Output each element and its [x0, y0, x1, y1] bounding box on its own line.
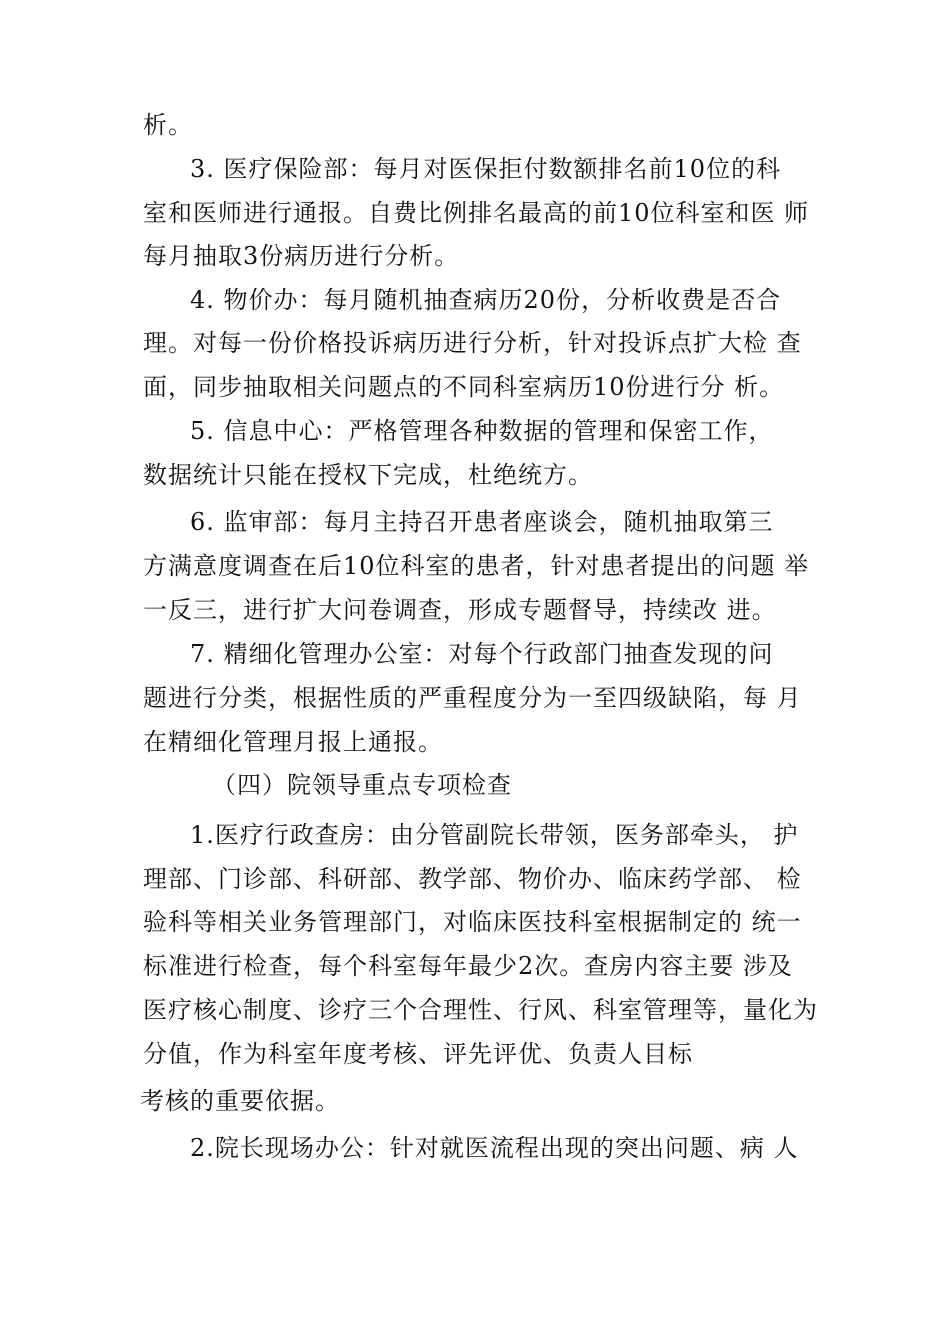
item-6-line-2: 方满意度调查在后10位科室的患者，针对患者提出的问题 举 [143, 552, 810, 580]
text-line-1: 析。 [143, 111, 193, 139]
item-5-line-2: 数据统计只能在授权下完成，杜绝统方。 [143, 461, 593, 489]
item-7-line-3: 在精细化管理月报上通报。 [143, 728, 443, 756]
item-4-line-1: 4. 物价办：每月随机抽查病历20份，分析收费是否合 [190, 286, 782, 314]
section-item-2-line-1: 2.院长现场办公：针对就医流程出现的突出问题、病 人 [190, 1134, 799, 1162]
item-5-line-1: 5. 信息中心：严格管理各种数据的管理和保密工作， [190, 417, 774, 445]
item-7-line-1: 7. 精细化管理办公室：对每个行政部门抽查发现的问 [190, 640, 774, 668]
section-item-1-line-1: 1.医疗行政查房：由分管副院长带领，医务部牵头， 护 [190, 821, 799, 849]
item-3-line-3: 每月抽取3份病历进行分析。 [143, 242, 460, 270]
section-item-1-line-2: 理部、门诊部、科研部、教学部、物价办、临床药学部、 检 [143, 865, 802, 893]
section-item-1-line-4: 标准进行检查，每个科室每年最少2次。查房内容主要 涉及 [143, 952, 793, 980]
section-item-1-line-6: 分值，作为科室年度考核、评先评优、负责人目标 [143, 1040, 693, 1068]
item-3-line-1: 3. 医疗保险部：每月对医保拒付数额排名前10位的科 [190, 155, 782, 183]
item-6-line-3: 一反三，进行扩大问卷调查，形成专题督导，持续改 进。 [143, 596, 777, 624]
section-item-1-line-5: 医疗核心制度、诊疗三个合理性、行风、科室管理等，量化为 [143, 996, 818, 1024]
section-item-1-line-3: 验科等相关业务管理部门，对临床医技科室根据制定的 统一 [143, 908, 802, 936]
section-item-1-line-7: 考核的重要依据。 [140, 1087, 340, 1115]
item-7-line-2: 题进行分类，根据性质的严重程度分为一至四级缺陷，每 月 [143, 684, 802, 712]
item-3-line-2: 室和医师进行通报。自费比例排名最高的前10位科室和医 师 [143, 199, 810, 227]
item-6-line-1: 6. 监审部：每月主持召开患者座谈会，随机抽取第三 [190, 508, 774, 536]
section-heading: （四）院领导重点专项检查 [212, 771, 512, 799]
item-4-line-3: 面，同步抽取相关问题点的不同科室病历10份进行分 析。 [143, 373, 785, 401]
item-4-line-2: 理。对每一份价格投诉病历进行分析，针对投诉点扩大检 查 [143, 329, 802, 357]
